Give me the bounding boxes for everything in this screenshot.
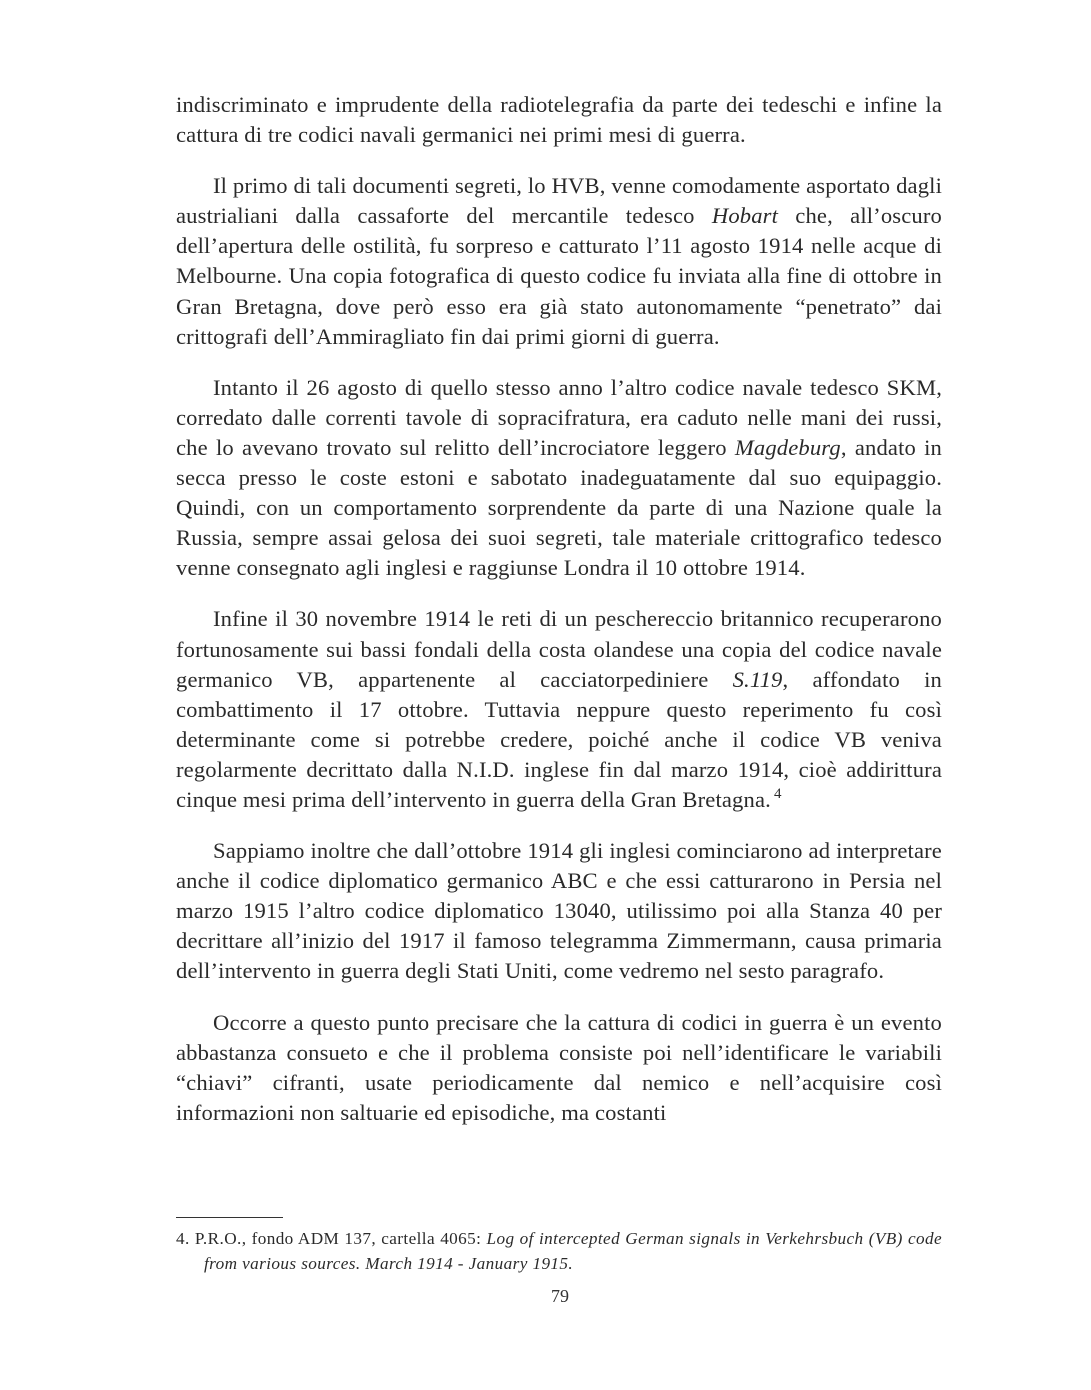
paragraph-6 [176,1008,942,1128]
footnote-text: P.R.O., fondo ADM 137, cartella 4065: [189,1229,487,1248]
paragraph-4-text-cont: , affondato in combattimento il 17 ottobre. Tuttavia neppure questo reperimento fu così determinante come si potrebbe credere, poiché anche il codice VB veniva regolarmente decrittato dalla N.I.D. inglese fin dal marzo 1914, cioè addirittura cinque mesi prima dell’intervento in guerra della Gran Bretagna. [176,666,942,812]
paragraph-2-text: Il primo di tali documenti segreti, lo HVB, venne comodamente asportato dagli austrialiani dalla cassaforte del mercantile tedesco [176,173,942,229]
paragraph-1 [176,90,942,150]
footnote-reference[interactable]: 4 [773,785,782,802]
paragraph-1-text: indiscriminato e imprudente della radiotelegrafia da parte dei tedeschi e infine la cattura di tre codici navali germanici nei primi mesi di guerra. [176,92,942,148]
page-number: 79 [551,1286,569,1306]
paragraph-4-text: Infine il 30 novembre 1914 le reti di un peschereccio britannico recuperarono fortunosamente sui bassi fondali della costa olandese una copia del codice navale germanico VB, appartenente al cacciatorpediniere [176,606,942,692]
paragraph-5 [176,836,942,986]
paragraph-3-text: Intanto il 26 agosto di quello stesso anno l’altro codice navale tedesco SKM, corredato dalle correnti tavole di sopracifratura, era caduto nelle mani dei russi, che lo avevano trovato sul relitto dell’incrociatore leggero [176,374,942,460]
page-body [176,90,942,1149]
ship-name-s119: S.119 [732,666,783,692]
footnote-divider [176,1217,283,1218]
paragraph-6-text: Occorre a questo punto precisare che la cattura di codici in guerra è un evento abbastanza consueto e che il problema consiste poi nell’identificare le variabili “chiavi” cifranti, usate periodicamente dal nemico e nell’acquisire così informazioni non saltuarie ed episodiche, ma costanti [176,1009,942,1125]
footnote [176,1226,942,1276]
footnote-italic-title: Log of intercepted German signals in Verkehrsbuch (VB) code from various sources. March 1914 - January 1915. [204,1229,942,1273]
paragraph-5-text: Sappiamo inoltre che dall’ottobre 1914 gli inglesi cominciarono ad interpretare anche il codice diplomatico germanico ABC e che essi catturarono in Persia nel marzo 1915 l’altro codice diplomatico 13040, utilissimo poi alla Stanza 40 per decrittare all’inizio del 1917 il famoso telegramma Zimmermann, causa primaria dell’intervento in guerra degli Stati Uniti, come vedremo nel sesto paragrafo. [176,838,942,984]
ship-name-hobart: Hobart [711,203,779,229]
paragraph-2-text-cont: che, all’oscuro dell’apertura delle ostilità, fu sorpreso e catturato l’11 agosto 1914 nelle acque di Melbourne. Una copia fotografica di questo codice fu inviata alla fine di ottobre in Gran Bretagna, dove però esso era già stato autonomamente “penetrato” dai crittografi dell’Ammiragliato fin dai primi giorni di guerra. [176,203,942,349]
footnote-number: 4. [176,1229,190,1248]
paragraph-3-text-cont: , andato in secca presso le coste estoni e sabotato inadeguatamente dal suo equipaggio. Quindi, con un comportamento sorprendente da parte di una Nazione quale la Russia, sempre assai gelosa dei suoi segreti, tale materiale crittografico tedesco venne consegnato agli inglesi e raggiunse Londra il 10 ottobre 1914. [176,434,942,581]
paragraph-2 [176,171,942,352]
ship-name-magdeburg: Magdeburg [734,434,841,460]
paragraph-3 [176,373,942,584]
paragraph-4 [176,604,942,815]
